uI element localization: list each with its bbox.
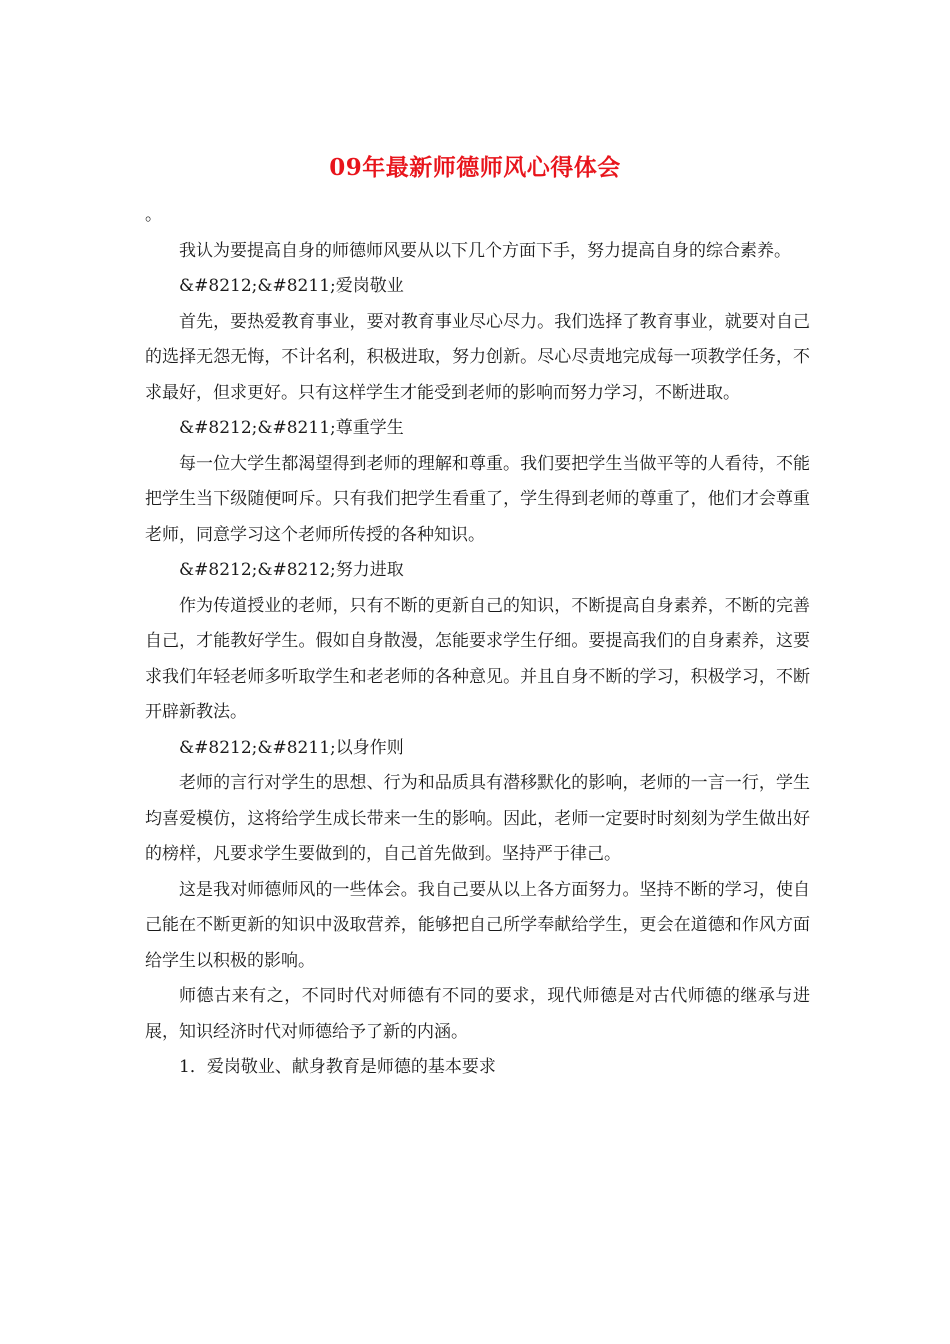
section-heading: &#8212;&#8212;努力进取 <box>179 560 404 580</box>
paragraph: 每一位大学生都渴望得到老师的理解和尊重。我们要把学生当做平等的人看待，不能把学生当下级随便呵斥。只有我们把学生看重了，学生得到老师的尊重了，他们才会尊重老师，同意学习这个老师所传授的各种知识。 <box>145 453 810 545</box>
paragraph: 老师的言行对学生的思想、行为和品质具有潜移默化的影响，老师的一言一行，学生均喜爱模仿，这将给学生成长带来一生的影响。因此，老师一定要时时刻刻为学生做出好的榜样，凡要求学生要做到的，自己首先做到。坚持严于律己。 <box>145 773 810 864</box>
numbered-heading: 1．爱岗敬业、献身教育是师德的基本要求 <box>179 1057 496 1077</box>
page-title: 09年最新师德师风心得体会 <box>329 154 621 181</box>
section-heading: &#8212;&#8211;尊重学生 <box>179 418 404 438</box>
paragraph: 。 <box>145 205 162 225</box>
paragraph: 作为传道授业的老师，只有不断的更新自己的知识，不断提高自身素养，不断的完善自己，才能教好学生。假如自身散漫，怎能要求学生仔细。要提高我们的自身素养，这要求我们年轻老师多听取学生和老老师的各种意见。并且自身不断的学习，积极学习，不断开辟新教法。 <box>145 595 810 722</box>
section-heading: &#8212;&#8211;以身作则 <box>179 737 404 758</box>
paragraph: 我认为要提高自身的师德师风要从以下几个方面下手，努力提高自身的综合素养。 <box>179 240 791 261</box>
paragraph: 这是我对师德师风的一些体会。我自己要从以上各方面努力。坚持不断的学习，使自己能在不断更新的知识中汲取营养，能够把自己所学奉献给学生，更会在道德和作风方面给学生以积极的影响。 <box>145 879 810 971</box>
paragraph: 师德古来有之，不同时代对师德有不同的要求，现代师德是对古代师德的继承与进展，知识经济时代对师德给予了新的内涵。 <box>145 986 810 1042</box>
paragraph: 首先，要热爱教育事业，要对教育事业尽心尽力。我们选择了教育事业，就要对自己的选择无怨无悔，不计名利，积极进取，努力创新。尽心尽责地完成每一项教学任务，不求最好，但求更好。只有这样学生才能受到老师的影响而努力学习，不断进取。 <box>145 311 810 403</box>
section-heading: &#8212;&#8211;爱岗敬业 <box>179 276 404 296</box>
document-body <box>145 198 810 1086</box>
